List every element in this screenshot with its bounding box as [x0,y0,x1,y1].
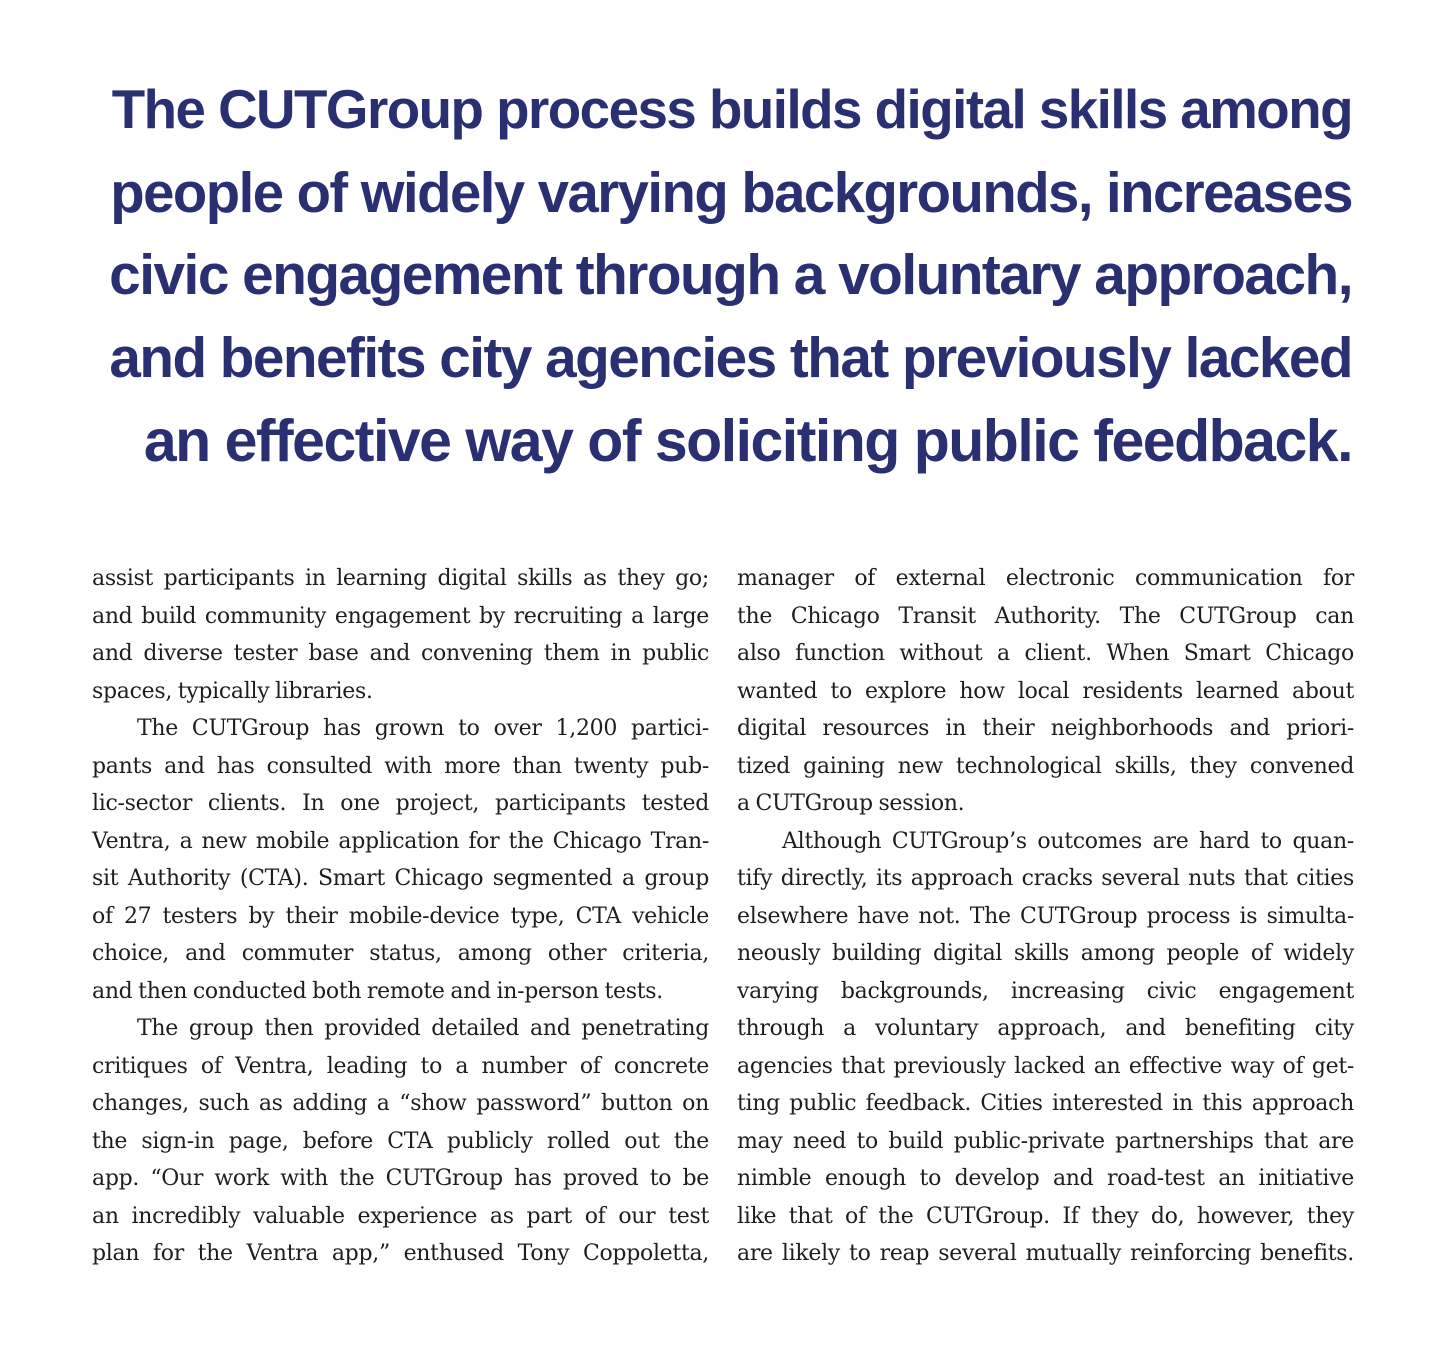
body-text-line: varying backgrounds, increasing civic engagement [737,978,1354,1004]
body-text-line: digital resources in their neighborhoods and priori- [737,716,1354,741]
body-text-line: critiques of Ventra, leading to a number of concrete [92,1053,709,1079]
body-text-line: may need to build public-private partnerships that are [737,1128,1354,1154]
pull-quote-line: The CUTGroup process builds digital skills among [111,78,1352,140]
pull-quote-line: civic engagement through a voluntary approach, [109,244,1352,307]
body-text-line: also function without a client. When Smart Chicago [737,641,1354,666]
body-text-line: like that of the CUTGroup. If they do, however, they [737,1203,1354,1229]
body-text-line: app. “Our work with the CUTGroup has proved to be [92,1166,709,1191]
body-text-line: and diverse tester base and convening them in public [92,641,709,666]
body-text-line: elsewhere have not. The CUTGroup process is simulta- [737,903,1354,929]
body-text-line: through a voluntary approach, and benefiting city [737,1016,1354,1041]
body-text-line: changes, such as adding a “show password” button on [92,1091,709,1116]
body-text-line: and build community engagement by recruiting a large [92,603,709,629]
body-text-line: lic-sector clients. In one project, participants tested [92,791,709,816]
pull-quote-line: and benefits city agencies that previously lacked [109,327,1352,390]
body-text-line: the sign-in page, before CTA publicly rolled out the [92,1128,709,1154]
body-text-line: are likely to reap several mutually reinforcing benefits. [737,1241,1354,1266]
body-text-line: and then conducted both remote and in-person tests. [92,978,663,1004]
pull-quote-line: people of widely varying backgrounds, increases [110,161,1352,224]
body-text-line: of 27 testers by their mobile-device type, CTA vehicle [92,903,709,929]
body-text-line: agencies that previously lacked an effective way of get- [737,1053,1354,1079]
body-text-line: sit Authority (CTA). Smart Chicago segmented a group [92,866,709,891]
pull-quote [100,68,1352,483]
body-text-line: neously building digital skills among people of widely [737,941,1354,966]
body-text-line: Although CUTGroup’s outcomes are hard to quan- [782,828,1354,854]
body-text-line: nimble enough to develop and road-test an initiative [737,1166,1354,1191]
body-text-line: The CUTGroup has grown to over 1,200 partici- [137,716,709,741]
body-text-line: ting public feedback. Cities interested in this approach [737,1091,1354,1116]
body-text-line: assist participants in learning digital skills as they go; [92,566,709,591]
left-column [92,560,709,1273]
body-text-line: Ventra, a new mobile application for the Chicago Tran- [92,828,709,854]
body-text-line: spaces, typically libraries. [92,678,373,704]
pull-quote-line: an effective way of soliciting public feedback. [143,408,1352,474]
body-text-line: pants and has consulted with more than twenty pub- [92,753,709,779]
body-text-line: tify directly, its approach cracks several nuts that cities [737,866,1354,891]
body-text-line: plan for the Ventra app,” enthused Tony Coppoletta, [92,1241,709,1266]
right-column [737,560,1354,1273]
body-text-line: choice, and commuter status, among other criteria, [92,941,709,966]
body-text-line: manager of external electronic communication for [737,566,1354,591]
body-text-line: tized gaining new technological skills, they convened [737,753,1354,779]
body-text-line: an incredibly valuable experience as part of our test [92,1203,709,1229]
body-text-line: wanted to explore how local residents learned about [737,678,1354,704]
body-text-line: The group then provided detailed and penetrating [137,1016,709,1041]
body-text-line: a CUTGroup session. [737,791,965,816]
body-text-line: the Chicago Transit Authority. The CUTGroup can [737,603,1354,629]
